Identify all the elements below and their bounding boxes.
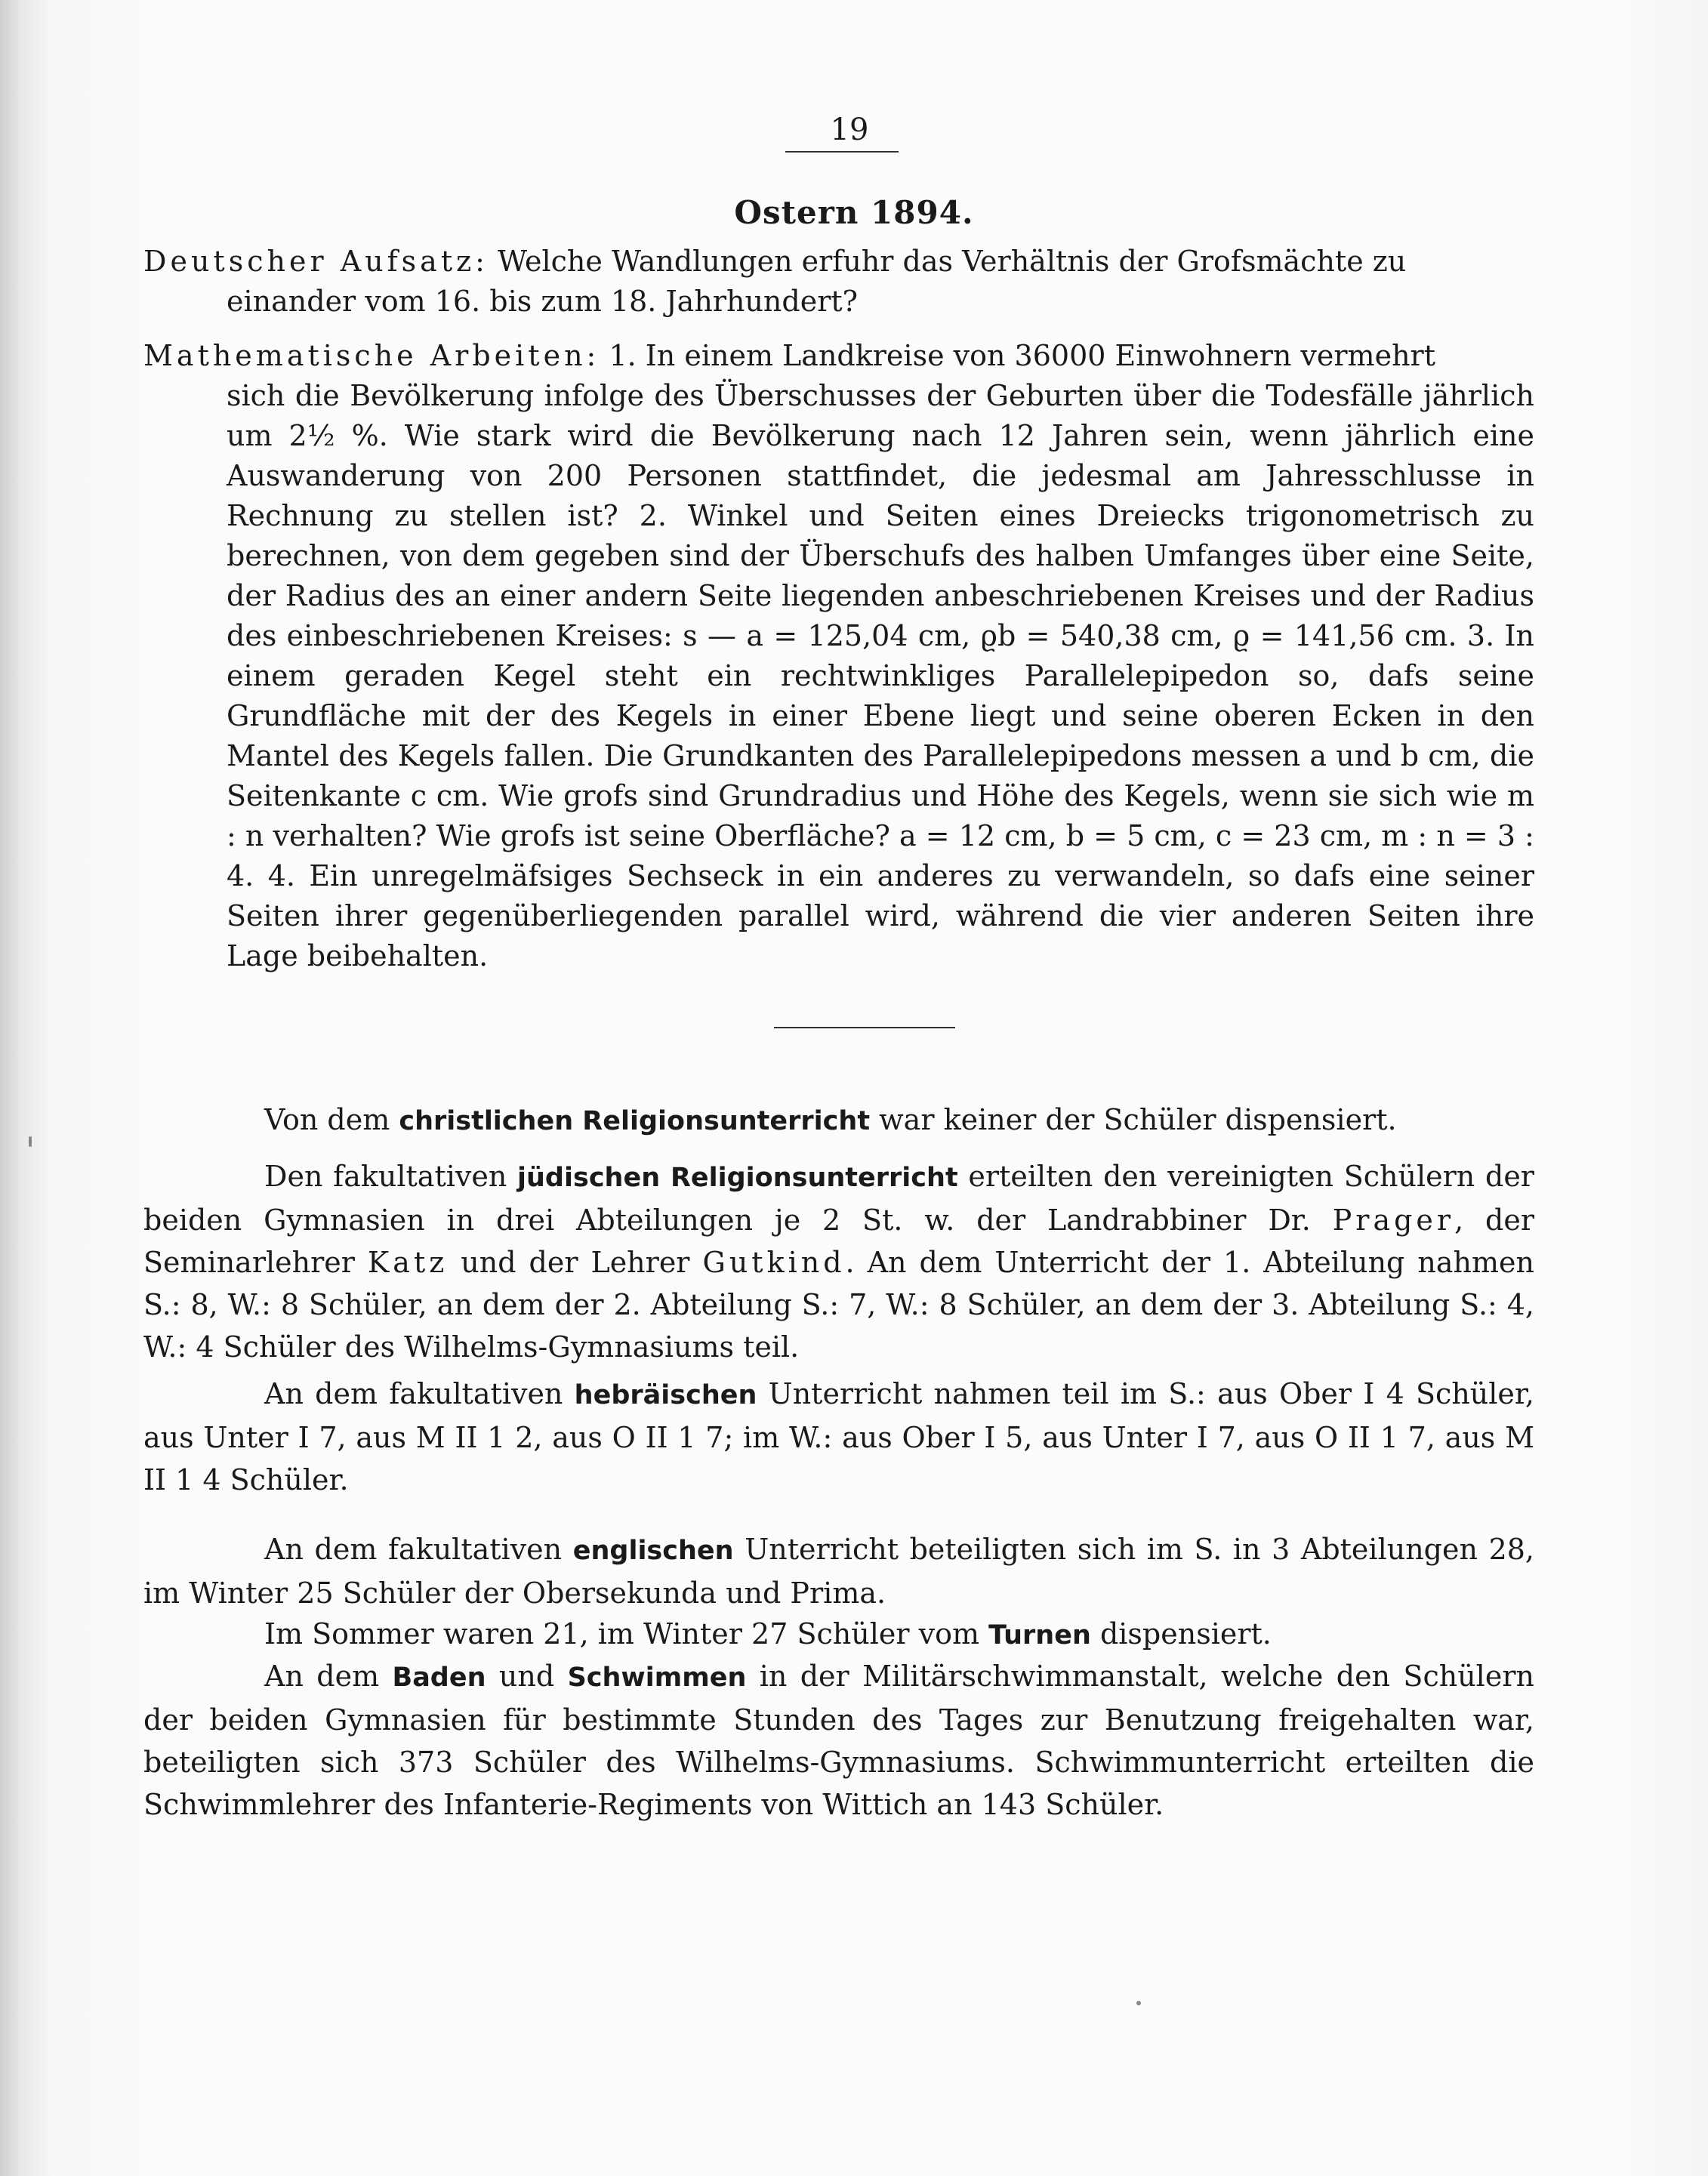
religion-paragraph (143, 1099, 1534, 1142)
jewish-text-1: erteilten den vereinigten Schülern der beiden Gymnasien in drei Abteilungen je 2 St. w. der Landrabbiner Dr. (143, 1160, 1534, 1237)
german-essay-label: Deutscher Aufsatz: (143, 245, 489, 278)
jewish-keyword: jüdischen Religionsunterricht (517, 1163, 958, 1193)
jewish-name-3: Gutkind (702, 1246, 846, 1279)
religion-text-before: Von dem (264, 1103, 390, 1136)
english-text-after: Unterricht beteiligten sich im S. in 3 Abteilungen 28, im Winter 25 Schüler der Obersekunda und Prima. (143, 1533, 1534, 1610)
gym-text-before: Im Sommer waren 21, im Winter 27 Schüler vom (264, 1617, 979, 1650)
page-number: 19 (830, 112, 869, 147)
page-number-rule (785, 151, 899, 153)
german-essay-entry (143, 242, 1534, 322)
swimming-text-before: An dem (264, 1660, 380, 1693)
math-tasks-body: sich die Bevölkerung infolge des Überschusses der Geburten über die Todesfälle jährlich um 2½ %. Wie stark wird die Bevölkerung nach 12 Jahren sein, wenn jährlich eine Auswanderung von 200 Personen stattfindet, die jedesmal am Jahresschlusse in Rechnung zu stellen ist? 2. Winkel und Seiten eines Dreiecks trigonometrisch zu berechnen, von dem gegeben sind der Überschufs des halben Umfanges über eine Seite, der Radius des an einer andern Seite liegenden anbeschriebenen Kreises und der Radius des einbeschriebenen Kreises: s — a = 125,04 cm, ϱb = 540,38 cm, ϱ = 141,56 cm. 3. In einem geraden Kegel steht ein rechtwinkliges Parallelepipedon so, dafs seine Grundfläche mit der des Kegels in einer Ebene liegt und seine oberen Ecken in den Mantel des Kegels fallen. Die Grundkanten des Parallelepipedons messen a und b cm, die Seitenkante c cm. Wie grofs sind Grundradius und Höhe des Kegels, wenn sie sich wie m : n verhalten? Wie grofs ist seine Oberfläche? a = 12 cm, b = 5 cm, c = 23 cm, m : n = 3 : 4. 4. Ein unregelmäfsiges Sechseck in ein anderes zu verwandeln, so dafs eine seiner Seiten ihrer gegenüberliegenden parallel wird, während die vier anderen Seiten ihre Lage beibehalten. (227, 379, 1534, 972)
jewish-text-2: , der Seminarlehrer (143, 1204, 1534, 1279)
hebrew-text-after: Unterricht nahmen teil im S.: aus Ober I 4 Schüler, aus Unter I 7, aus M II 1 2, aus O II 1 7; im W.: aus Ober I 5, aus Unter I 7, aus O II 1 7, aus M II 1 4 Schüler. (143, 1377, 1534, 1496)
hebrew-keyword: hebräischen (574, 1380, 757, 1410)
religion-text-after: war keiner der Schüler dispensiert. (879, 1103, 1397, 1136)
swimming-text-middle: und (498, 1660, 555, 1693)
section-separator (774, 1027, 955, 1028)
hebrew-text-before: An dem fakultativen (264, 1377, 563, 1410)
section-heading: Ostern 1894. (734, 194, 974, 231)
math-tasks-label: Mathematische Arbeiten: (143, 339, 600, 372)
hebrew-paragraph (143, 1373, 1534, 1501)
gym-text-after: dispensiert. (1099, 1617, 1272, 1650)
paper-mark (29, 1136, 32, 1147)
swimming-keyword-2: Schwimmen (567, 1663, 747, 1693)
swimming-text-after: in der Militärschwimmanstalt, welche den Schülern der beiden Gymnasien für bestimmte Stunden des Tages zur Benutzung freigehalten war, beteiligten sich 373 Schüler des Wilhelms-Gymnasiums. Schwimmunterricht erteilten die Schwimmlehrer des Infanterie-Regiments von Wittich an 143 Schüler. (143, 1660, 1534, 1821)
english-paragraph (143, 1528, 1534, 1614)
jewish-text-before: Den fakultativen (264, 1160, 507, 1193)
math-tasks-entry (143, 336, 1534, 976)
jewish-name-2: Katz (367, 1246, 449, 1279)
german-essay-line1: Welche Wandlungen erfuhr das Verhältnis der Grofsmächte zu (498, 245, 1407, 278)
gym-keyword: Turnen (988, 1620, 1091, 1650)
swimming-keyword-1: Baden (392, 1663, 486, 1693)
german-essay-line2: einander vom 16. bis zum 18. Jahrhundert? (227, 285, 859, 318)
jewish-text-3: und der Lehrer (461, 1246, 690, 1279)
religion-keyword: christlichen Religionsunterricht (399, 1106, 871, 1136)
gym-paragraph (143, 1613, 1534, 1657)
swimming-paragraph (143, 1655, 1534, 1826)
math-tasks-first-line: 1. In einem Landkreise von 36000 Einwohnern vermehrt (609, 339, 1435, 372)
jewish-text-4: . An dem Unterricht der 1. Abteilung nahmen S.: 8, W.: 8 Schüler, an dem der 2. Abteilung S.: 7, W.: 8 Schüler, an dem der 3. Abteilung S.: 4, W.: 4 Schüler des Wilhelms-Gymnasiums teil. (143, 1246, 1534, 1364)
paper-speck (1136, 2001, 1141, 2005)
jewish-religion-paragraph (143, 1155, 1534, 1368)
english-text-before: An dem fakultativen (264, 1533, 563, 1566)
english-keyword: englischen (572, 1536, 734, 1566)
jewish-name-1: Prager (1332, 1204, 1455, 1237)
